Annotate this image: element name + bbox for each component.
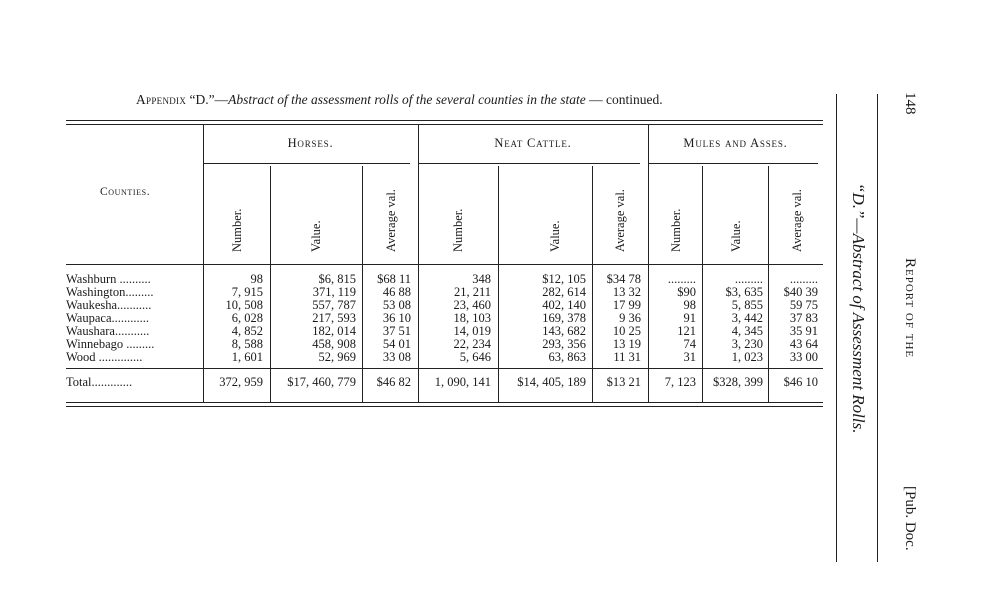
mules-value-cell: 1, 023 <box>731 350 763 364</box>
group-header-horses: Horses. <box>287 136 334 150</box>
cattle-average-cell: 9 36 <box>619 311 641 325</box>
horses-average-total: $46 82 <box>376 375 411 389</box>
county-name: Waushara........... <box>66 324 150 338</box>
mules-number-cell: $90 <box>677 285 696 299</box>
cattle-average-cell: 10 25 <box>612 324 641 338</box>
cattle-value-cell: $12, 105 <box>542 272 586 286</box>
cattle-number-cell: 23, 460 <box>453 298 491 312</box>
page-number: 148 <box>902 92 918 115</box>
header-bottom-rule <box>66 264 823 265</box>
cattle-average-cell: 13 19 <box>612 337 641 351</box>
mules-average-total: $46 10 <box>783 375 818 389</box>
running-title: “D.”—Abstract of Assessment Rolls. <box>849 183 868 434</box>
mules-value-cell: 5, 855 <box>731 298 763 312</box>
table-caption <box>136 92 663 108</box>
cattle-average-cell: 13 32 <box>612 285 641 299</box>
mules-number-cell: 98 <box>683 298 696 312</box>
mules-number-cell: 74 <box>683 337 696 351</box>
horses-average-cell: 46 88 <box>382 285 411 299</box>
cattle-number-cell: 21, 211 <box>453 285 491 299</box>
mules-average-header: Average val. <box>790 189 804 252</box>
cattle-number-header: Number. <box>451 208 465 252</box>
col-divider <box>270 166 271 402</box>
col-divider <box>592 166 593 402</box>
cattle-number-cell: 18, 103 <box>453 311 491 325</box>
mules-value-header: Value. <box>729 220 743 252</box>
mules-average-cell: $40 39 <box>783 285 818 299</box>
top-rule-2 <box>66 124 823 125</box>
county-name: Washington......... <box>66 285 154 299</box>
cattle-number-cell: 5, 646 <box>459 350 491 364</box>
mules-number-cell: 31 <box>683 350 696 364</box>
mules-average-cell: 33 00 <box>789 350 818 364</box>
total-top-rule <box>66 368 823 369</box>
counties-header: Counties. <box>100 186 151 198</box>
mules-average-cell: 43 64 <box>789 337 818 351</box>
cattle-average-cell: $34 78 <box>606 272 641 286</box>
horses-number-cell: 4, 852 <box>231 324 263 338</box>
cattle-number-cell: 348 <box>472 272 491 286</box>
horses-value-header: Value. <box>309 220 323 252</box>
horses-value-cell: 458, 908 <box>312 337 356 351</box>
cattle-value-cell: 402, 140 <box>542 298 586 312</box>
cattle-number-cell: 14, 019 <box>453 324 491 338</box>
col-divider <box>648 124 649 402</box>
bottom-rule-2 <box>66 406 823 407</box>
total-label: Total............. <box>66 375 133 389</box>
mules-number-cell: 91 <box>683 311 696 325</box>
mules-number-cell: ......... <box>667 272 696 286</box>
mules-average-cell: 35 91 <box>789 324 818 338</box>
county-name: Washburn .......... <box>66 272 151 286</box>
col-divider <box>362 166 363 402</box>
cattle-value-cell: 143, 682 <box>542 324 586 338</box>
horses-average-cell: 54 01 <box>382 337 411 351</box>
cattle-number-total: 1, 090, 141 <box>434 375 491 389</box>
county-name: Waukesha........... <box>66 298 152 312</box>
horses-number-cell: 10, 508 <box>225 298 263 312</box>
horses-number-cell: 98 <box>250 272 263 286</box>
caption-label: “D.”— <box>189 92 229 107</box>
cattle-number-cell: 22, 234 <box>453 337 491 351</box>
horses-number-cell: 8, 588 <box>231 337 263 351</box>
top-rule-1 <box>66 120 823 121</box>
cattle-average-cell: 11 31 <box>613 350 641 364</box>
horses-value-total: $17, 460, 779 <box>287 375 356 389</box>
horses-number-cell: 6, 028 <box>231 311 263 325</box>
cattle-value-total: $14, 405, 189 <box>517 375 586 389</box>
horses-value-cell: 182, 014 <box>312 324 356 338</box>
horses-number-total: 372, 959 <box>219 375 263 389</box>
group-header-neat-cattle: Neat Cattle. <box>494 136 572 150</box>
col-divider <box>498 166 499 402</box>
mules-number-total: 7, 123 <box>664 375 696 389</box>
mules-value-cell: 3, 230 <box>731 337 763 351</box>
horses-average-cell: 37 51 <box>382 324 411 338</box>
caption-suffix: — continued. <box>589 92 663 107</box>
mules-number-header: Number. <box>669 208 683 252</box>
mules-average-cell: 37 83 <box>789 311 818 325</box>
col-divider <box>418 124 419 402</box>
cattle-average-total: $13 21 <box>606 375 641 389</box>
mules-number-cell: 121 <box>677 324 696 338</box>
mules-value-cell: ......... <box>734 272 763 286</box>
cattle-value-header: Value. <box>548 220 562 252</box>
horses-number-header: Number. <box>230 208 244 252</box>
mules-average-cell: ......... <box>789 272 818 286</box>
horses-average-header: Average val. <box>384 189 398 252</box>
horses-value-cell: 557, 787 <box>312 298 356 312</box>
col-divider <box>203 124 204 402</box>
cattle-group-rule <box>418 163 640 164</box>
cattle-value-cell: 293, 356 <box>542 337 586 351</box>
county-name: Waupaca............ <box>66 311 149 325</box>
mules-value-total: $328, 399 <box>713 375 763 389</box>
horses-number-cell: 1, 601 <box>231 350 263 364</box>
horses-average-cell: 36 10 <box>382 311 411 325</box>
county-name: Wood .............. <box>66 350 143 364</box>
horses-average-cell: $68 11 <box>377 272 411 286</box>
caption-appendix: Appendix <box>136 92 187 107</box>
mules-value-cell: $3, 635 <box>725 285 763 299</box>
mules-group-rule <box>648 163 818 164</box>
cattle-average-cell: 17 99 <box>612 298 641 312</box>
running-head-pub-doc: [Pub. Doc. <box>902 486 918 551</box>
cattle-average-header: Average val. <box>613 189 627 252</box>
cattle-value-cell: 63, 863 <box>548 350 586 364</box>
running-head-report: Report of the <box>902 258 918 359</box>
horses-average-cell: 53 08 <box>382 298 411 312</box>
col-divider <box>702 166 703 402</box>
mules-value-cell: 3, 442 <box>731 311 763 325</box>
horses-value-cell: 217, 593 <box>312 311 356 325</box>
horses-number-cell: 7, 915 <box>231 285 263 299</box>
caption-title: Abstract of the assessment rolls of the several counties in the state <box>228 92 586 107</box>
page-border-line <box>836 94 837 562</box>
mules-average-cell: 59 75 <box>789 298 818 312</box>
horses-value-cell: $6, 815 <box>318 272 356 286</box>
horses-value-cell: 52, 969 <box>318 350 356 364</box>
page-border-line <box>877 94 878 562</box>
cattle-value-cell: 282, 614 <box>542 285 586 299</box>
horses-group-rule <box>203 163 410 164</box>
horses-value-cell: 371, 119 <box>312 285 356 299</box>
mules-value-cell: 4, 345 <box>731 324 763 338</box>
horses-average-cell: 33 08 <box>382 350 411 364</box>
col-divider <box>768 166 769 402</box>
group-header-mules-asses: Mules and Asses. <box>683 136 788 150</box>
county-name: Winnebago ......... <box>66 337 155 351</box>
bottom-rule-1 <box>66 402 823 403</box>
cattle-value-cell: 169, 378 <box>542 311 586 325</box>
